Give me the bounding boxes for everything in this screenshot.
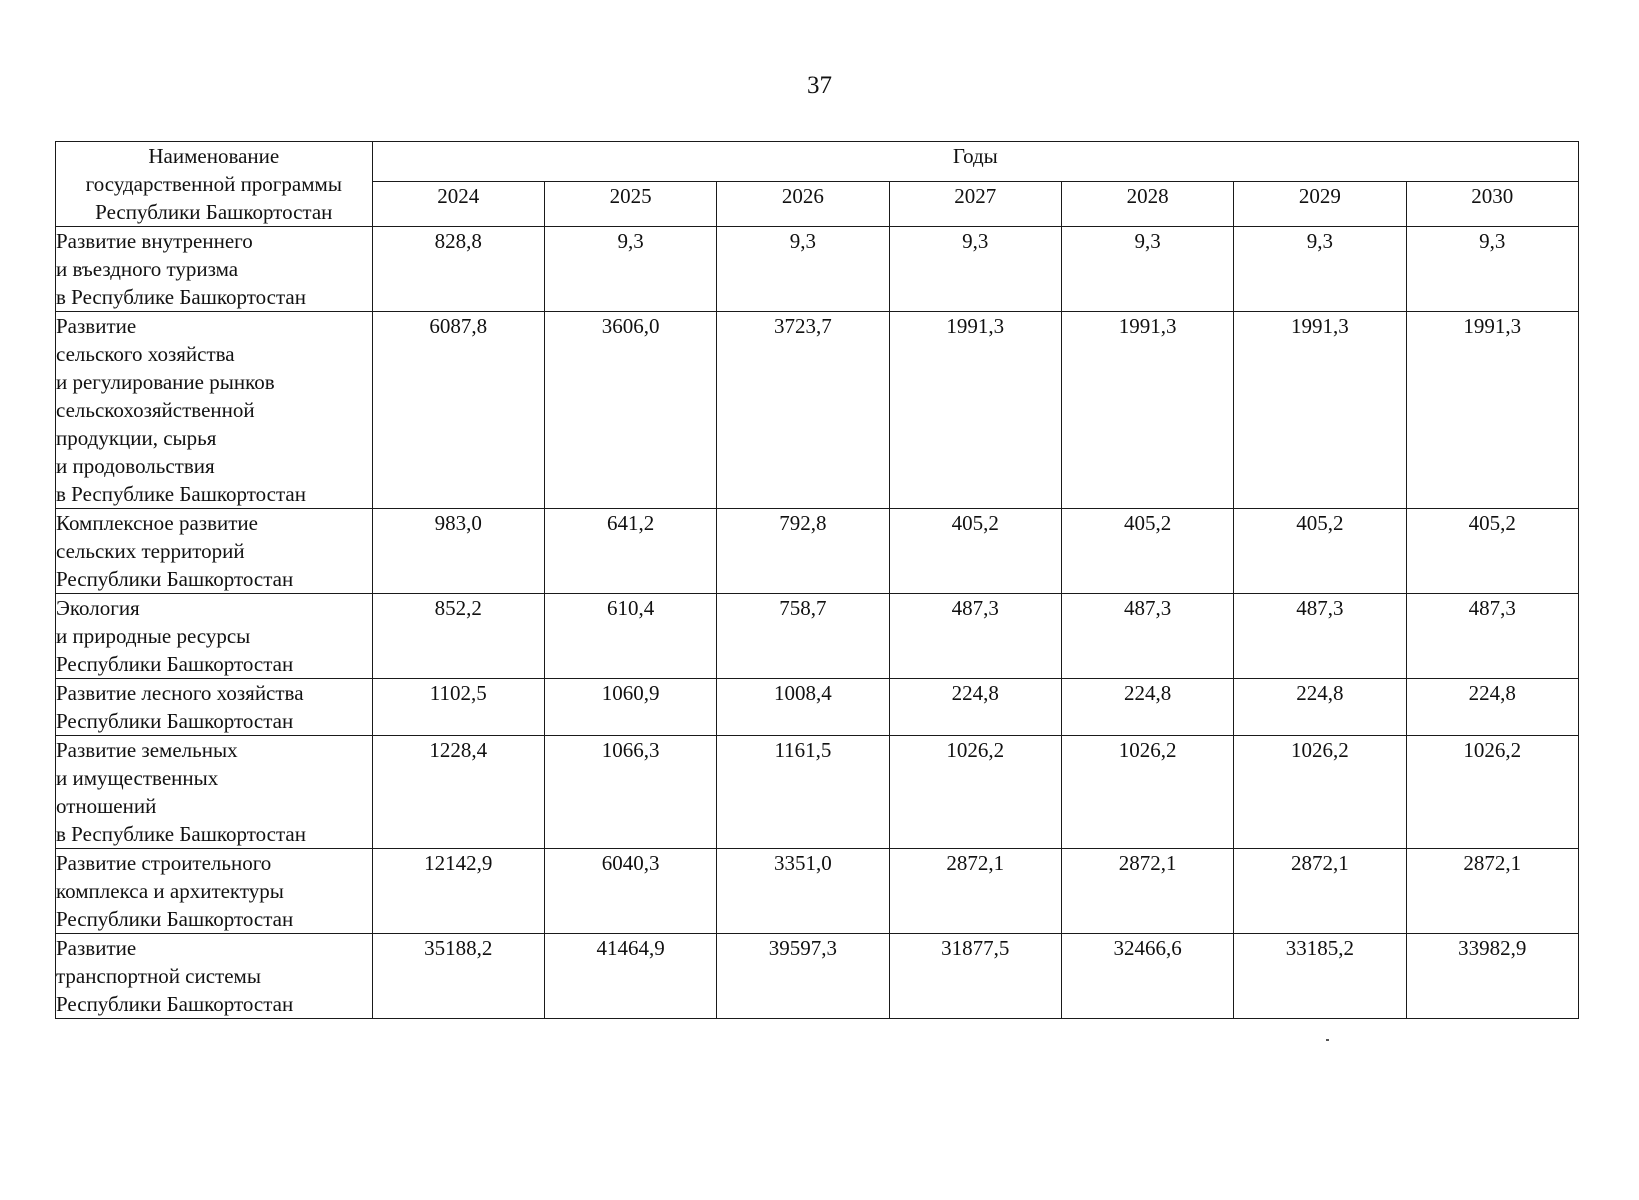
table-row bbox=[56, 509, 1579, 594]
value-cell: 1991,3 bbox=[1406, 312, 1578, 509]
value-cell: 12142,9 bbox=[372, 849, 544, 934]
program-name-line: сельскохозяйственной bbox=[56, 398, 255, 422]
value-cell: 32466,6 bbox=[1061, 934, 1233, 1019]
program-name-line: сельского хозяйства bbox=[56, 342, 235, 366]
value-cell: 39597,3 bbox=[717, 934, 889, 1019]
value-cell: 405,2 bbox=[1406, 509, 1578, 594]
value-cell: 3351,0 bbox=[717, 849, 889, 934]
value-cell: 828,8 bbox=[372, 227, 544, 312]
value-cell: 1026,2 bbox=[1234, 736, 1406, 849]
program-name-cell bbox=[56, 679, 373, 736]
value-cell: 9,3 bbox=[889, 227, 1061, 312]
value-cell: 3723,7 bbox=[717, 312, 889, 509]
program-name-line: Республики Башкортостан bbox=[56, 992, 294, 1016]
program-name-line: комплекса и архитектуры bbox=[56, 879, 284, 903]
value-cell: 487,3 bbox=[889, 594, 1061, 679]
value-cell: 3606,0 bbox=[544, 312, 716, 509]
program-name-line: Республики Башкортостан bbox=[56, 567, 294, 591]
value-cell: 6040,3 bbox=[544, 849, 716, 934]
program-name-line: и регулирование рынков bbox=[56, 370, 275, 394]
year-header: 2025 bbox=[544, 182, 716, 227]
value-cell: 1991,3 bbox=[1234, 312, 1406, 509]
value-cell: 35188,2 bbox=[372, 934, 544, 1019]
program-name-line: в Республике Башкортостан bbox=[56, 822, 306, 846]
value-cell: 2872,1 bbox=[1061, 849, 1233, 934]
year-header: 2030 bbox=[1406, 182, 1578, 227]
value-cell: 1026,2 bbox=[1061, 736, 1233, 849]
year-header: 2028 bbox=[1061, 182, 1233, 227]
value-cell: 1066,3 bbox=[544, 736, 716, 849]
value-cell: 1026,2 bbox=[889, 736, 1061, 849]
program-name-line: Развитие bbox=[56, 936, 137, 960]
value-cell: 9,3 bbox=[717, 227, 889, 312]
page-number: 37 bbox=[807, 72, 832, 99]
value-cell: 487,3 bbox=[1406, 594, 1578, 679]
program-name-line: в Республике Башкортостан bbox=[56, 285, 306, 309]
table-row bbox=[56, 227, 1579, 312]
scan-speck bbox=[1326, 1039, 1329, 1041]
program-name-line: Развитие bbox=[56, 314, 137, 338]
program-name-header-line: Наименование bbox=[148, 144, 280, 168]
program-name-header bbox=[56, 142, 373, 227]
value-cell: 9,3 bbox=[1061, 227, 1233, 312]
program-name-line: сельских территорий bbox=[56, 539, 245, 563]
year-header: 2026 bbox=[717, 182, 889, 227]
header-row-years-group bbox=[56, 142, 1579, 182]
value-cell: 2872,1 bbox=[1406, 849, 1578, 934]
value-cell: 2872,1 bbox=[889, 849, 1061, 934]
program-name-cell bbox=[56, 509, 373, 594]
table-row bbox=[56, 312, 1579, 509]
program-name-line: Республики Башкортостан bbox=[56, 652, 294, 676]
value-cell: 1991,3 bbox=[1061, 312, 1233, 509]
value-cell: 1060,9 bbox=[544, 679, 716, 736]
years-header: Годы bbox=[372, 142, 1578, 182]
value-cell: 758,7 bbox=[717, 594, 889, 679]
program-name-line: Развитие строительного bbox=[56, 851, 272, 875]
value-cell: 224,8 bbox=[1406, 679, 1578, 736]
value-cell: 1026,2 bbox=[1406, 736, 1578, 849]
value-cell: 487,3 bbox=[1234, 594, 1406, 679]
program-name-line: и въездного туризма bbox=[56, 257, 239, 281]
program-name-line: Развитие лесного хозяйства bbox=[56, 681, 304, 705]
table-row bbox=[56, 736, 1579, 849]
program-name-line: и продовольствия bbox=[56, 454, 215, 478]
program-name-cell bbox=[56, 736, 373, 849]
value-cell: 1228,4 bbox=[372, 736, 544, 849]
program-name-line: Экология bbox=[56, 596, 140, 620]
value-cell: 33982,9 bbox=[1406, 934, 1578, 1019]
program-name-line: Комплексное развитие bbox=[56, 511, 258, 535]
value-cell: 2872,1 bbox=[1234, 849, 1406, 934]
program-name-line: транспортной системы bbox=[56, 964, 261, 988]
value-cell: 9,3 bbox=[1406, 227, 1578, 312]
program-name-line: Развитие внутреннего bbox=[56, 229, 253, 253]
value-cell: 224,8 bbox=[1234, 679, 1406, 736]
table-row bbox=[56, 849, 1579, 934]
value-cell: 610,4 bbox=[544, 594, 716, 679]
value-cell: 852,2 bbox=[372, 594, 544, 679]
year-header: 2029 bbox=[1234, 182, 1406, 227]
value-cell: 405,2 bbox=[1234, 509, 1406, 594]
table-row bbox=[56, 934, 1579, 1019]
program-name-line: и природные ресурсы bbox=[56, 624, 251, 648]
program-name-header-line: Республики Башкортостан bbox=[95, 200, 333, 224]
program-name-line: в Республике Башкортостан bbox=[56, 482, 306, 506]
value-cell: 405,2 bbox=[1061, 509, 1233, 594]
program-name-line: отношений bbox=[56, 794, 157, 818]
program-name-line: Республики Башкортостан bbox=[56, 907, 294, 931]
program-name-cell bbox=[56, 849, 373, 934]
value-cell: 9,3 bbox=[1234, 227, 1406, 312]
table-row bbox=[56, 679, 1579, 736]
value-cell: 792,8 bbox=[717, 509, 889, 594]
program-name-line: и имущественных bbox=[56, 766, 219, 790]
table-row bbox=[56, 594, 1579, 679]
table-header bbox=[56, 142, 1579, 227]
value-cell: 6087,8 bbox=[372, 312, 544, 509]
value-cell: 1008,4 bbox=[717, 679, 889, 736]
value-cell: 1161,5 bbox=[717, 736, 889, 849]
year-header: 2027 bbox=[889, 182, 1061, 227]
value-cell: 1102,5 bbox=[372, 679, 544, 736]
value-cell: 405,2 bbox=[889, 509, 1061, 594]
program-name-line: Республики Башкортостан bbox=[56, 709, 294, 733]
value-cell: 31877,5 bbox=[889, 934, 1061, 1019]
program-name-cell bbox=[56, 312, 373, 509]
value-cell: 41464,9 bbox=[544, 934, 716, 1019]
program-funding-table bbox=[55, 141, 1579, 1019]
program-name-header-line: государственной программы bbox=[85, 172, 342, 196]
value-cell: 1991,3 bbox=[889, 312, 1061, 509]
program-name-cell bbox=[56, 594, 373, 679]
program-name-line: продукции, сырья bbox=[56, 426, 217, 450]
value-cell: 9,3 bbox=[544, 227, 716, 312]
value-cell: 33185,2 bbox=[1234, 934, 1406, 1019]
table-body bbox=[56, 227, 1579, 1019]
value-cell: 224,8 bbox=[889, 679, 1061, 736]
program-name-cell bbox=[56, 227, 373, 312]
year-header: 2024 bbox=[372, 182, 544, 227]
value-cell: 487,3 bbox=[1061, 594, 1233, 679]
value-cell: 641,2 bbox=[544, 509, 716, 594]
value-cell: 224,8 bbox=[1061, 679, 1233, 736]
program-name-cell bbox=[56, 934, 373, 1019]
value-cell: 983,0 bbox=[372, 509, 544, 594]
program-name-line: Развитие земельных bbox=[56, 738, 238, 762]
